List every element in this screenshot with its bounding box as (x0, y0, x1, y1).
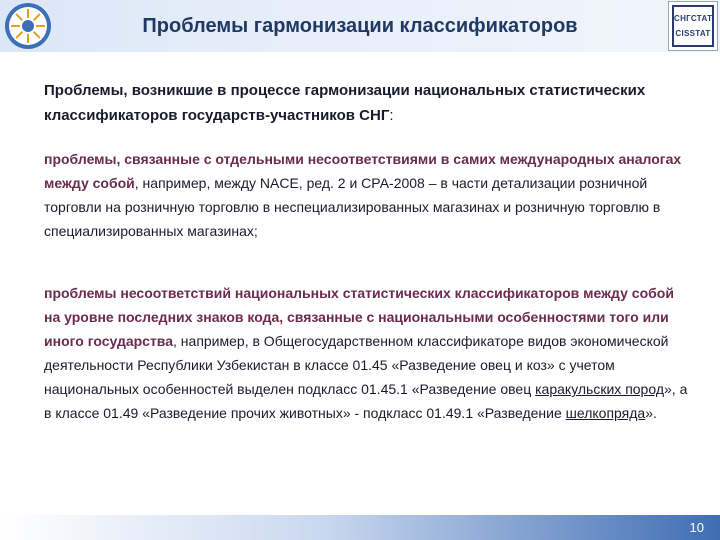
cisstat-logo-icon (668, 1, 718, 51)
page-number: 10 (689, 520, 704, 535)
slide-footer (0, 515, 720, 540)
logo-text-en: CISSTAT (675, 29, 711, 38)
logo-frame (672, 5, 714, 47)
cis-emblem-icon (3, 1, 53, 51)
intro-heading (44, 78, 684, 128)
page-title: Проблемы гармонизации классификаторов (142, 15, 578, 37)
paragraph-1-highlight: проблемы, связанные с отдельными несоответствиями в самих международных аналогах между собой (44, 151, 682, 191)
intro-text: Проблемы, возникшие в процессе гармонизации национальных статистических классификаторов государств-участников СНГ (44, 82, 646, 124)
paragraph-2-text-b: », а в классе 01.49 «Разведение прочих животных» - подкласс 01.49.1 «Разведение (44, 381, 688, 421)
intro-suffix: : (389, 107, 394, 124)
paragraph-2-text-c: ». (645, 405, 657, 421)
paragraph-2-highlight: проблемы несоответствий национальных статистических классификаторов между собой на уровне последних знаков кода, связанные с национальными особенностями того или иного государства (44, 285, 674, 349)
logo-text-ru: СНГСТАТ (674, 14, 713, 23)
silkworm-term: шелкопряда (565, 405, 646, 421)
paragraph-1 (44, 147, 694, 243)
paragraph-2-text-a: , например, в Общегосударственном классификаторе видов экономической деятельности Республики Узбекистан в классе 01.45 «Разведение овец и коз» с учетом национальных особенностей выделен подкласс 01.45.1 «Разведение овец (44, 333, 669, 397)
paragraph-1-text: , например, между NACE, ред. 2 и СРА-2008 – в части детализации розничной торговли на розничную торговлю в неспециализированных магазинах и розничную торговлю в специализированных магазинах; (44, 175, 661, 239)
paragraph-2 (44, 281, 694, 425)
karakul-term: каракульских пород (535, 381, 664, 397)
slide-header (0, 0, 720, 52)
